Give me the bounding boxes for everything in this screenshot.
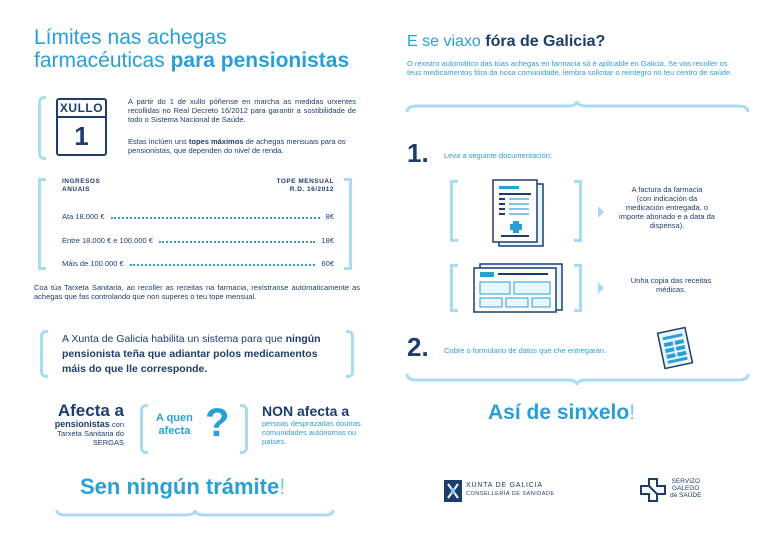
sen-tramite: Sen ningún trámite! [80,474,286,499]
form-icon [655,326,695,370]
intro-paragraph-1: A partir do 1 de xullo póñense en marcha as medidas urxentes recollidas no Real Decreto 16/2012 para garantir a sostibilidade de todo o Sistema Nacional de Saúde. [128,97,356,124]
table-head-left: INGRESOS ANUAIS [62,178,101,193]
afecta-title: Afecta a [57,401,124,420]
title-line-2-light: farmacéuticas [34,49,171,72]
calendar-month: XULLO [58,100,105,118]
doc1-caption: A factura da farmacia (con indicación da medicación entregada, o importe abonado e a data da dispensa). [619,185,715,230]
bracket-left-intro [38,96,46,160]
bracket-right-doc2 [574,264,582,312]
sergas-logo-text: SERVIZO GALEGO de SAÚDE [670,478,702,499]
decorative-curve [55,508,335,518]
table-row: Ata 18.000 € 8€ [62,212,334,221]
sergas-logo-icon [640,478,666,502]
non-afecta-title: NON afecta a [262,403,350,419]
calendar-day: 1 [74,121,89,151]
right-intro: O rexistro automático das túas achegas en farmacia só é aplicable en Galicia. Se vas recoller os teus medicamentos fóra da nosa comunidade, lembra solicitar o reintegro no teu centro de saúde. [407,59,733,77]
table-row: Entre 18.000 € e 100.000 € 18€ [62,236,334,245]
title-line-2-bold: para pensionistas [170,49,350,72]
title-line-1: Límites nas achegas [34,26,227,49]
asi-de-sinxelo: Así de sinxelo! [488,401,636,424]
decorative-curve [405,100,750,114]
non-afecta-block: NON afecta a persoas desprazadas doutras comunidades autónomas ou países. [262,403,372,446]
arrow-icon [598,282,604,294]
decorative-curve [405,372,750,386]
right-title: E se viaxo fóra de Galicia? [407,33,606,50]
step-2-number: 2. [407,332,429,362]
bracket-left-doc1 [450,180,458,242]
bracket-left-highlight [40,330,48,378]
step-1-text: Leva a seguinte documentación: [444,151,552,160]
invoice-icon [489,178,549,250]
bracket-left-quen [140,404,148,454]
doc2-caption: Unha copia das receitas médicas. [630,276,712,294]
prescription-icon [470,262,566,314]
table-row: Máis de 100.000 € 60€ [62,259,334,268]
calendar-icon [56,98,107,156]
bracket-left-doc2 [450,264,458,312]
table-head-right: TOPE MENSUAL R.D. 16/2012 [276,178,334,193]
bracket-left-table [38,178,46,270]
left-title [34,26,349,72]
question-mark-icon: ? [205,401,230,445]
sanitaria-note: Coa túa Tarxeta Sanitaria, ao recoller as receitas na farmacia, rexístranse automaticamente as achegas que fas controlando que non superes o teu tope mensual. [34,283,360,301]
xunta-logo-text: XUNTA DE GALICIA CONSELLERÍA DE SANIDADE [466,482,555,497]
bracket-right-quen [240,404,248,454]
bracket-right-highlight [346,330,354,378]
step-2-text: Cobre o formulario de datos que che entregarán. [444,346,607,355]
highlight-text: A Xunta de Galicia habilita un sistema para que ningún pensionista teña que adiantar polos medicamentos máis do que lle corresponde. [62,333,321,375]
xunta-logo-icon [444,480,462,502]
bracket-right-doc1 [574,180,582,242]
intro-paragraph-2: Estas inclúen uns topes máximos de achegas mensuais para os pensionistas, que dependen do nivel de renda. [128,137,346,155]
step-1-number: 1. [407,138,429,168]
quen-afecta: A quen afecta [156,412,193,437]
bracket-right-table [344,178,352,270]
afecta-block: Afecta a pensionistas con Tarxeta Sanitaria do SERGAS [30,402,124,447]
arrow-icon [598,206,604,218]
